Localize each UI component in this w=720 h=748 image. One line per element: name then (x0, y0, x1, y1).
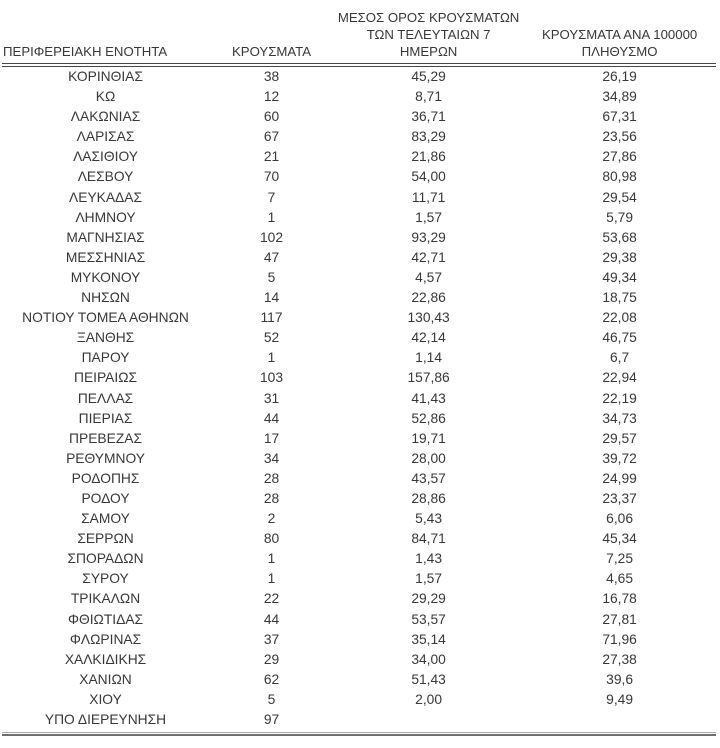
cell-cases: 67 (263, 129, 280, 145)
table-row (2, 630, 716, 650)
cell-region: ΠΑΡΟΥ (81, 350, 130, 366)
cell-avg7: 43,57 (411, 470, 446, 486)
cell-region: ΜΑΓΝΗΣΙΑΣ (66, 229, 145, 245)
table-row (2, 308, 716, 328)
cell-per100k: 34,73 (602, 410, 637, 426)
cell-avg7: 41,43 (411, 390, 446, 406)
table-row (2, 328, 716, 348)
cell-per100k: 5,79 (606, 209, 634, 225)
cell-region: ΧΑΝΙΩΝ (79, 671, 132, 687)
column-header-cases: ΚΡΟΥΣΜΑΤΑ (209, 9, 334, 65)
cell-avg7: 1,57 (415, 209, 443, 225)
cell-region: ΦΘΙΩΤΙΔΑΣ (67, 611, 144, 627)
cell-avg7: 2,00 (415, 691, 443, 707)
cell-avg7: 28,86 (411, 490, 446, 506)
cell-per100k: 39,72 (602, 450, 637, 466)
table-bottom-rule (2, 732, 716, 736)
cell-per100k: 46,75 (602, 330, 637, 346)
cell-region: ΜΥΚΟΝΟΥ (70, 269, 141, 285)
table-row (2, 127, 716, 147)
cell-avg7: 53,57 (411, 611, 446, 627)
cell-avg7: 157,86 (407, 370, 450, 386)
cell-cases: 60 (263, 109, 280, 125)
cell-region: ΤΡΙΚΑΛΩΝ (70, 591, 141, 607)
cell-avg7: 54,00 (411, 169, 446, 185)
table-row (2, 368, 716, 388)
table-row (2, 147, 716, 167)
regional-cases-table (2, 9, 716, 730)
table-row (2, 589, 716, 609)
cell-avg7: 1,57 (415, 571, 443, 587)
cell-region: ΜΕΣΣΗΝΙΑΣ (65, 249, 146, 265)
cell-cases: 2 (267, 511, 276, 527)
cell-region: ΛΕΣΒΟΥ (77, 169, 134, 185)
cell-per100k: 6,06 (606, 511, 634, 527)
table-row (2, 509, 716, 529)
cell-region: ΛΑΣΙΘΙΟΥ (73, 149, 138, 165)
cell-per100k: 34,89 (602, 89, 637, 105)
cell-per100k: 29,38 (602, 249, 637, 265)
table-row (2, 248, 716, 268)
cell-cases: 17 (263, 430, 280, 446)
cell-avg7: 84,71 (411, 531, 446, 547)
cell-per100k: 23,56 (602, 129, 637, 145)
cell-avg7: 42,14 (411, 330, 446, 346)
cell-cases: 37 (263, 631, 280, 647)
cell-avg7: 42,71 (411, 249, 446, 265)
cell-cases: 47 (263, 249, 280, 265)
table-header-row (2, 9, 716, 65)
cell-cases: 5 (267, 269, 276, 285)
cell-avg7: 1,14 (415, 350, 443, 366)
cell-cases: 80 (263, 531, 280, 547)
table-row (2, 409, 716, 429)
table-row (2, 65, 716, 87)
cell-per100k: 6,7 (610, 350, 630, 366)
table-body (2, 65, 716, 730)
cell-per100k: 27,86 (602, 149, 637, 165)
cell-avg7: 11,71 (411, 189, 446, 205)
table-row (2, 348, 716, 368)
cell-region: ΛΑΡΙΣΑΣ (76, 129, 135, 145)
cell-avg7: 8,71 (415, 89, 443, 105)
cell-cases: 12 (263, 89, 280, 105)
table-row (2, 549, 716, 569)
cell-region: ΝΟΤΙΟΥ ΤΟΜΕΑ ΑΘΗΝΩΝ (22, 310, 189, 326)
cell-region: ΞΑΝΘΗΣ (76, 330, 135, 346)
cell-per100k: 22,19 (602, 390, 637, 406)
cell-region: ΡΟΔΟΠΗΣ (71, 470, 140, 486)
cell-region: ΡΕΘΥΜΝΟΥ (66, 450, 145, 466)
cell-cases: 97 (263, 712, 280, 727)
cell-cases: 38 (263, 69, 280, 84)
cell-cases: 70 (263, 169, 280, 185)
cell-avg7: 29,29 (411, 591, 446, 607)
cell-region: ΚΩ (95, 89, 116, 105)
table-row (2, 529, 716, 549)
cell-cases: 103 (260, 370, 284, 386)
cell-region: ΧΙΟΥ (89, 691, 122, 707)
column-header-region: ΠΕΡΙΦΕΡΕΙΑΚΗ ΕΝΟΤΗΤΑ (2, 9, 209, 65)
cell-cases: 1 (267, 551, 276, 567)
table-row (2, 569, 716, 589)
cell-region: ΥΠΟ ΔΙΕΡΕΥΝΗΣΗ (44, 712, 167, 727)
cell-per100k: 67,31 (602, 109, 637, 125)
table-row (2, 87, 716, 107)
cell-region: ΠΙΕΡΙΑΣ (78, 410, 133, 426)
cell-region: ΛΗΜΝΟΥ (75, 209, 136, 225)
cell-cases: 29 (263, 651, 280, 667)
cell-per100k: 39,6 (606, 671, 634, 687)
cell-cases: 31 (263, 390, 280, 406)
cell-avg7: 22,86 (411, 290, 446, 306)
cell-per100k: 24,99 (602, 470, 637, 486)
cell-avg7: 51,43 (411, 671, 446, 687)
cell-region: ΠΕΙΡΑΙΩΣ (73, 370, 138, 386)
cell-avg7: 28,00 (411, 450, 446, 466)
cell-per100k: 16,78 (602, 591, 637, 607)
table-row (2, 429, 716, 449)
table-row (2, 188, 716, 208)
cell-avg7: 5,43 (415, 511, 443, 527)
cell-per100k: 71,96 (602, 631, 637, 647)
cell-avg7: 1,43 (415, 551, 443, 567)
cell-cases: 34 (263, 450, 280, 466)
cell-per100k: 29,54 (602, 189, 637, 205)
table-header (2, 9, 716, 65)
cell-avg7 (334, 710, 523, 730)
table-row (2, 690, 716, 710)
table-row (2, 268, 716, 288)
table-row (2, 670, 716, 690)
cell-per100k: 22,94 (602, 370, 637, 386)
cell-per100k: 45,34 (602, 531, 637, 547)
cell-per100k: 7,25 (606, 551, 634, 567)
cell-per100k: 27,81 (602, 611, 637, 627)
cell-region: ΧΑΛΚΙΔΙΚΗΣ (64, 651, 147, 667)
bottom-rule-thin-line (2, 732, 716, 733)
cell-per100k: 80,98 (602, 169, 637, 185)
cell-avg7: 21,86 (411, 149, 446, 165)
cell-region: ΛΕΥΚΑΔΑΣ (69, 189, 143, 205)
cell-cases: 44 (263, 410, 280, 426)
table-row (2, 167, 716, 187)
cell-per100k: 27,38 (602, 651, 637, 667)
cell-avg7: 93,29 (411, 229, 446, 245)
cell-avg7: 36,71 (411, 109, 446, 125)
cell-region: ΣΥΡΟΥ (82, 571, 129, 587)
table-row (2, 610, 716, 630)
table-row (2, 208, 716, 228)
cell-region: ΡΟΔΟΥ (81, 490, 130, 506)
cell-cases: 1 (267, 571, 276, 587)
cell-cases: 102 (260, 229, 284, 245)
cell-region: ΛΑΚΩΝΙΑΣ (70, 109, 141, 125)
cell-per100k: 53,68 (602, 229, 637, 245)
cell-avg7: 35,14 (411, 631, 446, 647)
cell-cases: 52 (263, 330, 280, 346)
cell-region: ΣΑΜΟΥ (81, 511, 130, 527)
table-row (2, 228, 716, 248)
cell-cases: 62 (263, 671, 280, 687)
table-row (2, 650, 716, 670)
cell-avg7: 45,29 (411, 69, 446, 84)
cell-region: ΣΕΡΡΩΝ (77, 531, 134, 547)
cell-cases: 7 (267, 189, 276, 205)
table-row (2, 489, 716, 509)
cell-avg7: 4,57 (415, 269, 443, 285)
table-row (2, 288, 716, 308)
cell-cases: 21 (263, 149, 280, 165)
cell-region: ΠΕΛΛΑΣ (77, 390, 134, 406)
cell-cases: 1 (267, 209, 276, 225)
cell-cases: 28 (263, 490, 280, 506)
cell-region: ΝΗΣΩΝ (81, 290, 130, 306)
cell-per100k: 49,34 (602, 269, 637, 285)
cell-cases: 1 (267, 350, 276, 366)
table-row (2, 710, 716, 730)
cell-region: ΠΡΕΒΕΖΑΣ (69, 430, 142, 446)
cell-per100k: 9,49 (606, 691, 634, 707)
cell-cases: 14 (263, 290, 280, 306)
cell-avg7: 34,00 (411, 651, 446, 667)
cell-region: ΦΛΩΡΙΝΑΣ (69, 631, 142, 647)
cell-per100k (523, 710, 716, 730)
bottom-rule-thick-line (2, 734, 716, 736)
cell-per100k: 26,19 (602, 69, 637, 84)
cell-region: ΚΟΡΙΝΘΙΑΣ (68, 69, 143, 84)
cell-region: ΣΠΟΡΑΔΩΝ (67, 551, 144, 567)
cell-avg7: 83,29 (411, 129, 446, 145)
table-row (2, 469, 716, 489)
cell-per100k: 18,75 (602, 290, 637, 306)
cell-avg7: 19,71 (411, 430, 446, 446)
column-header-avg7: ΜΕΣΟΣ ΟΡΟΣ ΚΡΟΥΣΜΑΤΩΝ ΤΩΝ ΤΕΛΕΥΤΑΙΩΝ 7 ΗΜΕΡΩΝ (334, 9, 523, 65)
cell-avg7: 52,86 (411, 410, 446, 426)
cell-per100k: 29,57 (602, 430, 637, 446)
column-header-per100k: ΚΡΟΥΣΜΑΤΑ ΑΝΑ 100000 ΠΛΗΘΥΣΜΟ (523, 9, 716, 65)
table-row (2, 107, 716, 127)
cell-cases: 44 (263, 611, 280, 627)
cell-avg7: 130,43 (407, 310, 450, 326)
cell-per100k: 23,37 (602, 490, 637, 506)
table-row (2, 449, 716, 469)
table-row (2, 389, 716, 409)
cell-per100k: 22,08 (602, 310, 637, 326)
cell-cases: 117 (260, 310, 283, 326)
cell-per100k: 4,65 (606, 571, 634, 587)
cell-cases: 28 (263, 470, 280, 486)
cell-cases: 5 (267, 691, 276, 707)
cell-cases: 22 (263, 591, 280, 607)
